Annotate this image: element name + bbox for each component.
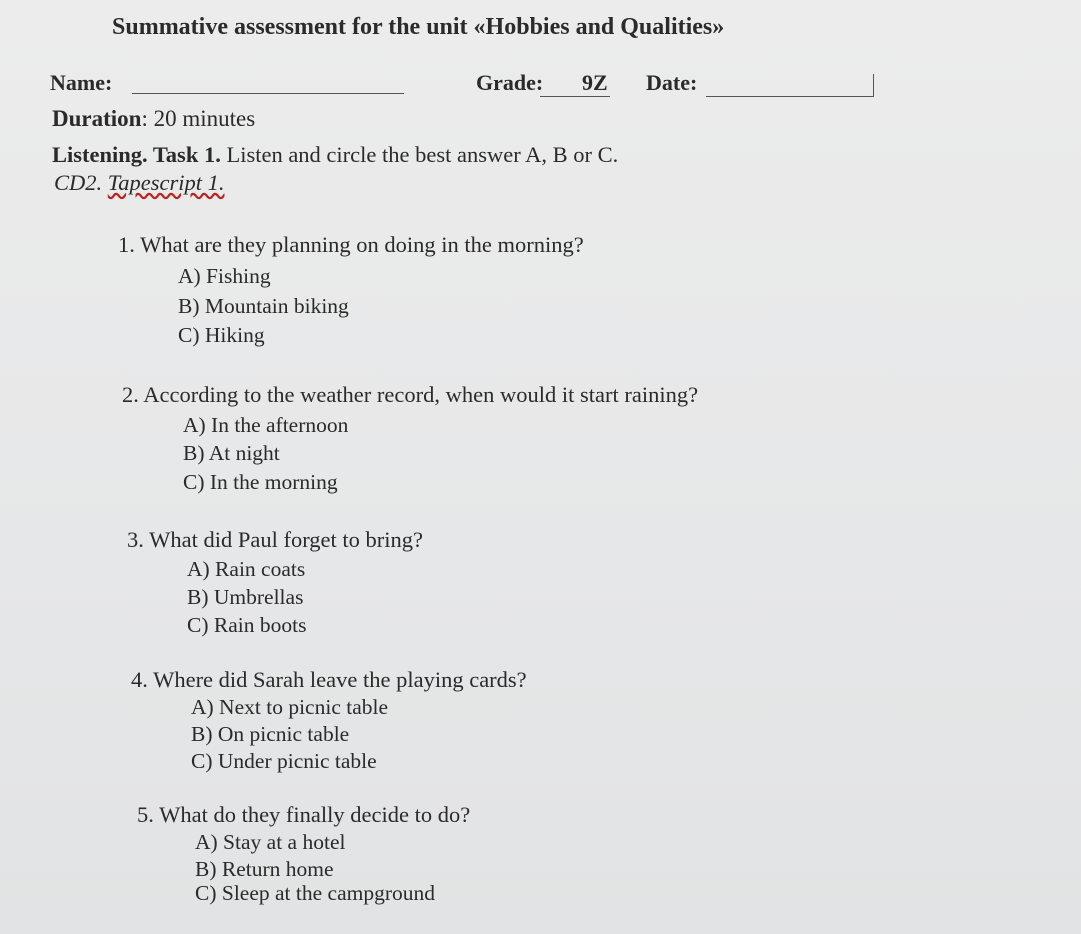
q1-option-c[interactable]: C) Hiking (178, 323, 265, 347)
q4-option-b[interactable]: B) On picnic table (191, 722, 350, 746)
date-field-end (873, 74, 874, 96)
q1-option-b[interactable]: B) Mountain biking (178, 294, 349, 318)
q3-option-b[interactable]: B) Umbrellas (187, 585, 304, 609)
q4-option-a[interactable]: A) Next to picnic table (191, 695, 389, 719)
question-3: 3. What did Paul forget to bring? (127, 527, 423, 552)
duration-value: : 20 minutes (141, 106, 256, 131)
duration-label: Duration (52, 106, 142, 131)
grade-label: Grade: (476, 70, 544, 95)
task-label: Listening. Task 1. (52, 142, 221, 167)
audio-source (54, 170, 224, 196)
page-title: Summative assessment for the unit «Hobbies and Qualities» (112, 14, 725, 40)
grade-field-line (540, 96, 610, 97)
q5-option-a[interactable]: A) Stay at a hotel (195, 830, 346, 854)
q1-option-a[interactable]: A) Fishing (178, 264, 271, 288)
q2-option-b[interactable]: B) At night (183, 441, 280, 465)
date-label: Date: (646, 70, 698, 95)
q3-option-c[interactable]: C) Rain boots (187, 613, 307, 637)
q5-option-c[interactable]: C) Sleep at the campground (195, 881, 436, 905)
grade-value: 9Z (582, 70, 608, 95)
duration (52, 106, 255, 132)
question-5: 5. What do they finally decide to do? (137, 802, 471, 827)
q3-option-a[interactable]: A) Rain coats (187, 557, 306, 581)
question-1: 1. What are they planning on doing in the morning? (118, 232, 584, 257)
q5-option-b[interactable]: B) Return home (195, 857, 334, 881)
q4-option-c[interactable]: C) Under picnic table (191, 749, 377, 773)
name-field-line[interactable] (132, 93, 404, 94)
tapescript-label: Tapescript 1. (107, 170, 225, 195)
task-instruction: Listen and circle the best answer A, B or C. (226, 142, 619, 167)
name-label: Name: (50, 70, 113, 95)
cd-label: CD2. (54, 170, 103, 195)
question-2: 2. According to the weather record, when would it start raining? (122, 382, 699, 407)
question-4: 4. Where did Sarah leave the playing cards? (131, 667, 527, 692)
q2-option-a[interactable]: A) In the afternoon (183, 413, 349, 437)
date-field-line[interactable] (706, 96, 874, 97)
q2-option-c[interactable]: C) In the morning (183, 470, 338, 494)
task-heading (52, 142, 618, 168)
